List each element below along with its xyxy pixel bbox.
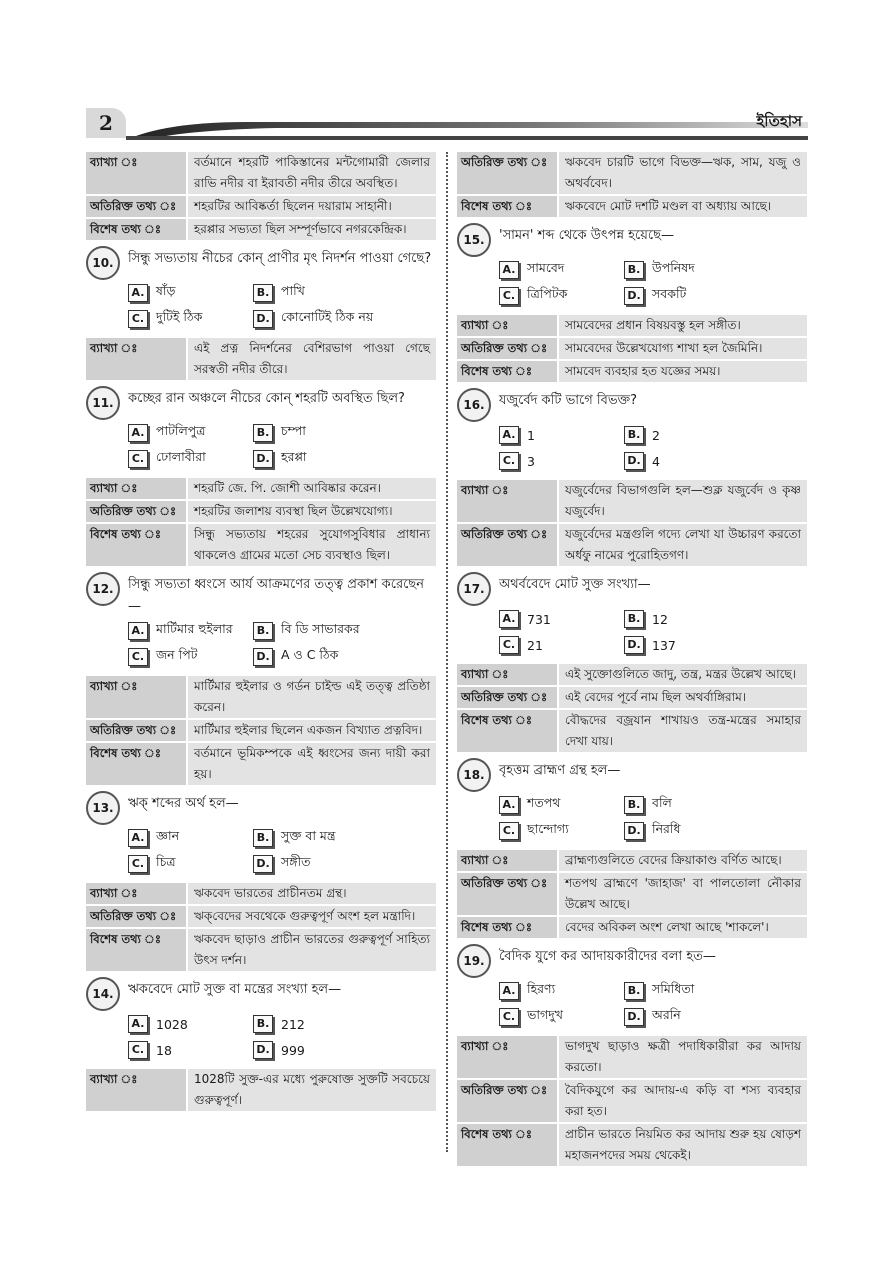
option-text: 1028 bbox=[156, 1016, 188, 1032]
option bbox=[624, 794, 749, 816]
info-text: যজুর্বেদের মন্ত্রগুলি গদ্যে লেখা যা উচ্চারণ করতো অর্ধফু নামের পুরোহিতগণ। bbox=[559, 524, 807, 566]
info-row bbox=[457, 687, 807, 708]
options bbox=[499, 608, 807, 656]
option-text: 18 bbox=[156, 1042, 172, 1058]
option-letter: A. bbox=[128, 284, 148, 302]
question bbox=[457, 572, 807, 606]
info-text: সামবেদের প্রধান বিষয়বস্তু হল সঙ্গীত। bbox=[559, 315, 807, 336]
info-row bbox=[457, 850, 807, 871]
option-text: জ্ঞান bbox=[156, 828, 180, 843]
info-row bbox=[457, 917, 807, 938]
question-text: বৃহত্তম ব্রাহ্মণ গ্রন্থ হল— bbox=[499, 763, 621, 778]
option-letter: C. bbox=[128, 1041, 148, 1059]
header-swoosh bbox=[126, 122, 808, 140]
option-text: 137 bbox=[652, 637, 676, 653]
question-text: ঋকবেদে মোট সুক্ত বা মন্ত্রের সংখ্যা হল— bbox=[128, 982, 342, 997]
info-label: ব্যাখ্যা ঃ bbox=[86, 1069, 186, 1111]
info-label: বিশেষ তথ্য ঃ bbox=[86, 524, 186, 566]
info-label: ব্যাখ্যা ঃ bbox=[457, 850, 557, 871]
option-text: শতপথ bbox=[527, 795, 561, 810]
option-text: 12 bbox=[652, 611, 668, 627]
option bbox=[499, 820, 624, 842]
info-text: প্রাচীন ভারতে নিয়মিত কর আদায় শুরু হয় ষোড়শ মহাজনপদের সময় থেকেই। bbox=[559, 1124, 807, 1166]
question-number: 13. bbox=[86, 791, 120, 825]
option-text: A ও C ঠিক bbox=[281, 647, 339, 662]
option-text: 2 bbox=[652, 427, 660, 443]
option bbox=[128, 448, 253, 470]
option-letter: A. bbox=[499, 610, 519, 628]
option-letter: B. bbox=[253, 424, 273, 442]
option bbox=[253, 308, 378, 330]
option bbox=[499, 259, 624, 281]
option bbox=[128, 422, 253, 444]
info-label: বিশেষ তথ্য ঃ bbox=[457, 196, 557, 217]
option bbox=[253, 827, 378, 849]
info-label: বিশেষ তথ্য ঃ bbox=[457, 917, 557, 938]
option-text: সবকটি bbox=[652, 286, 687, 301]
info-label: অতিরিক্ত তথ্য ঃ bbox=[457, 1080, 557, 1122]
info-label: অতিরিক্ত তথ্য ঃ bbox=[86, 501, 186, 522]
info-text: বৈদিকযুগে কর আদায়-এ কড়ি বা শস্য ব্যবহার করা হত। bbox=[559, 1080, 807, 1122]
option bbox=[253, 620, 378, 642]
option-letter: B. bbox=[624, 796, 644, 814]
info-label: অতিরিক্ত তথ্য ঃ bbox=[86, 720, 186, 741]
info-text: সামবেদের উল্লেখযোগ্য শাখা হল জৈমিনি। bbox=[559, 338, 807, 359]
option-text: অরনি bbox=[652, 1007, 681, 1022]
question bbox=[86, 791, 436, 825]
info-row bbox=[86, 152, 436, 194]
info-row bbox=[86, 906, 436, 927]
option bbox=[253, 422, 378, 444]
option bbox=[128, 646, 253, 668]
info-label: বিশেষ তথ্য ঃ bbox=[86, 929, 186, 971]
option bbox=[253, 1013, 378, 1035]
question bbox=[457, 388, 807, 422]
options bbox=[128, 1013, 436, 1061]
info-label: বিশেষ তথ্য ঃ bbox=[457, 710, 557, 752]
option bbox=[499, 285, 624, 307]
info-row bbox=[86, 478, 436, 499]
option bbox=[128, 282, 253, 304]
option-letter: A. bbox=[128, 1015, 148, 1033]
option-text: 21 bbox=[527, 637, 543, 653]
question bbox=[457, 223, 807, 257]
info-text: ঋকবেদ চারটি ভাগে বিভক্ত—ঋক, সাম, যজু ও অথর্ববেদ। bbox=[559, 152, 807, 194]
info-label: ব্যাখ্যা ঃ bbox=[457, 1036, 557, 1078]
option-letter: B. bbox=[624, 982, 644, 1000]
info-label: ব্যাখ্যা ঃ bbox=[86, 478, 186, 499]
option-text: চিত্র bbox=[156, 854, 176, 869]
question-number: 11. bbox=[86, 386, 120, 420]
option-letter: D. bbox=[253, 855, 273, 873]
option-letter: C. bbox=[128, 310, 148, 328]
option bbox=[499, 450, 624, 472]
info-label: ব্যাখ্যা ঃ bbox=[457, 480, 557, 522]
option-text: ছান্দোগ্য bbox=[527, 821, 569, 836]
info-text: শহরটির জলাশয় ব্যবস্থা ছিল উল্লেখযোগ্য। bbox=[188, 501, 436, 522]
option bbox=[624, 450, 749, 472]
question-text: যজুর্বেদ কটি ভাগে বিভক্ত? bbox=[499, 393, 638, 408]
info-row bbox=[457, 1124, 807, 1166]
info-row bbox=[86, 720, 436, 741]
options bbox=[499, 259, 807, 307]
option-letter: C. bbox=[128, 855, 148, 873]
option bbox=[624, 424, 749, 446]
option-text: চম্পা bbox=[281, 423, 306, 438]
left-column bbox=[86, 152, 436, 1113]
options bbox=[499, 794, 807, 842]
option-text: সামবেদ bbox=[527, 260, 565, 275]
info-row bbox=[457, 1080, 807, 1122]
info-label: অতিরিক্ত তথ্য ঃ bbox=[86, 196, 186, 217]
option bbox=[253, 646, 378, 668]
option-text: ভাগদুখ bbox=[527, 1007, 563, 1022]
info-label: অতিরিক্ত তথ্য ঃ bbox=[457, 524, 557, 566]
question-text: 'সামন' শব্দ থেকে উৎপন্ন হয়েছে— bbox=[499, 228, 674, 243]
option bbox=[253, 282, 378, 304]
option bbox=[253, 853, 378, 875]
option-letter: B. bbox=[624, 261, 644, 279]
option-text: 1 bbox=[527, 427, 535, 443]
option bbox=[624, 608, 749, 630]
question bbox=[86, 977, 436, 1011]
options bbox=[128, 827, 436, 875]
info-row bbox=[457, 873, 807, 915]
info-label: ব্যাখ্যা ঃ bbox=[457, 664, 557, 685]
option-text: বি ডি সাভারকর bbox=[281, 621, 360, 636]
page-number: 2 bbox=[86, 108, 126, 138]
option-text: ঢোলাবীরা bbox=[156, 449, 206, 464]
question-number: 16. bbox=[457, 388, 491, 422]
info-text: ঋকবেদ ভারতের প্রাচীনতম গ্রন্থ। bbox=[188, 883, 436, 904]
option-text: হিরণ্য bbox=[527, 981, 556, 996]
option-letter: C. bbox=[128, 450, 148, 468]
info-label: বিশেষ তথ্য ঃ bbox=[457, 361, 557, 382]
right-column bbox=[457, 152, 807, 1168]
option-text: সঙ্গীত bbox=[281, 854, 311, 869]
option bbox=[128, 853, 253, 875]
option-letter: C. bbox=[499, 287, 519, 305]
info-row bbox=[86, 676, 436, 718]
info-text: ঋকবেদ ছাড়াও প্রাচীন ভারতের গুরুত্বপূর্ণ সাহিত্য উৎস দর্শন। bbox=[188, 929, 436, 971]
question-number: 17. bbox=[457, 572, 491, 606]
option-letter: A. bbox=[499, 982, 519, 1000]
info-label: বিশেষ তথ্য ঃ bbox=[457, 1124, 557, 1166]
info-text: ব্রাহ্মণ্যগুলিতে বেদের ক্রিয়াকাণ্ড বর্ণিত আছে। bbox=[559, 850, 807, 871]
info-text: সামবেদ ব্যবহার হত যজ্ঞের সময়। bbox=[559, 361, 807, 382]
option bbox=[499, 608, 624, 630]
option-text: কোনোটিই ঠিক নয় bbox=[281, 309, 374, 324]
options bbox=[128, 422, 436, 470]
option-letter: A. bbox=[128, 829, 148, 847]
info-label: ব্যাখ্যা ঃ bbox=[86, 152, 186, 194]
options bbox=[499, 424, 807, 472]
option-text: জন পিট bbox=[156, 647, 198, 662]
option-text: সুক্ত বা মন্ত্র bbox=[281, 828, 336, 843]
option bbox=[624, 980, 749, 1002]
column-divider bbox=[446, 152, 448, 1152]
option-text: মার্টিমার হুইলার bbox=[156, 621, 233, 636]
info-text: শহরটি জে. পি. জোশী আবিষ্কার করেন। bbox=[188, 478, 436, 499]
question-text: ঋক্ শব্দের অর্থ হল— bbox=[128, 796, 239, 811]
option-text: ত্রিপিটক bbox=[527, 286, 568, 301]
option-letter: B. bbox=[624, 610, 644, 628]
info-row bbox=[86, 501, 436, 522]
question-text: কচ্ছের রান অঞ্চলে নীচের কোন্ শহরটি অবস্থিত ছিল? bbox=[128, 391, 405, 406]
question bbox=[86, 572, 436, 618]
info-text: বৌদ্ধদের বজ্রযান শাখায়ও তন্ত্র-মন্ত্রের সমাহার দেখা যায়। bbox=[559, 710, 807, 752]
question-text: অথর্ববেদে মোট সুক্ত সংখ্যা— bbox=[499, 577, 651, 592]
option-letter: B. bbox=[253, 829, 273, 847]
option bbox=[128, 308, 253, 330]
info-row bbox=[457, 361, 807, 382]
option bbox=[624, 285, 749, 307]
info-row bbox=[86, 219, 436, 240]
info-text: ভাগদুখ ছাড়াও ক্ষত্রী পদাধিকারীরা কর আদায় করতো। bbox=[559, 1036, 807, 1078]
option-text: সমিধিতা bbox=[652, 981, 695, 996]
option-text: 3 bbox=[527, 453, 535, 469]
option bbox=[253, 448, 378, 470]
options bbox=[499, 980, 807, 1028]
option-text: উপনিষদ bbox=[652, 260, 695, 275]
option bbox=[624, 820, 749, 842]
info-text: মার্টিমার হুইলার ছিলেন একজন বিখ্যাত প্রত্নবিদ। bbox=[188, 720, 436, 741]
info-text: এই সুক্তোগুলিতে জাদু, তন্ত্র, মন্ত্রর উল্লেখ আছে। bbox=[559, 664, 807, 685]
page-header bbox=[86, 108, 808, 144]
question-number: 12. bbox=[86, 572, 120, 606]
option bbox=[253, 1039, 378, 1061]
question bbox=[457, 758, 807, 792]
option bbox=[499, 794, 624, 816]
option bbox=[128, 827, 253, 849]
info-text: এই প্রত্ন নিদর্শনের বেশিরভাগ পাওয়া গেছে সরস্বতী নদীর তীরে। bbox=[188, 338, 436, 380]
info-text: 1028টি সুক্ত-এর মধ্যে পুরুষোক্ত সুক্তটি সবচেয়ে গুরুত্বপূর্ণ। bbox=[188, 1069, 436, 1111]
option-letter: C. bbox=[499, 452, 519, 470]
info-row bbox=[86, 524, 436, 566]
info-row bbox=[457, 196, 807, 217]
option-letter: A. bbox=[128, 424, 148, 442]
option-text: নিরধি bbox=[652, 821, 681, 836]
option-letter: D. bbox=[624, 452, 644, 470]
option-letter: D. bbox=[624, 287, 644, 305]
option-letter: C. bbox=[499, 822, 519, 840]
option-text: 212 bbox=[281, 1016, 305, 1032]
question bbox=[86, 246, 436, 280]
option-letter: A. bbox=[499, 426, 519, 444]
question-number: 18. bbox=[457, 758, 491, 792]
info-row bbox=[457, 1036, 807, 1078]
option-letter: D. bbox=[253, 1041, 273, 1059]
info-text: হরপ্পার সভ্যতা ছিল সম্পূর্ণভাবে নগরকেন্দ্রিক। bbox=[188, 219, 436, 240]
question-number: 19. bbox=[457, 944, 491, 978]
info-label: বিশেষ তথ্য ঃ bbox=[86, 219, 186, 240]
option-text: পাখি bbox=[281, 283, 305, 298]
subject-title: ইতিহাস bbox=[756, 112, 802, 130]
option-letter: A. bbox=[499, 796, 519, 814]
question bbox=[86, 386, 436, 420]
option-letter: D. bbox=[624, 636, 644, 654]
info-row bbox=[86, 1069, 436, 1111]
info-row bbox=[86, 743, 436, 785]
info-row bbox=[86, 883, 436, 904]
option bbox=[499, 424, 624, 446]
option bbox=[499, 1006, 624, 1028]
option-letter: B. bbox=[253, 284, 273, 302]
option-letter: D. bbox=[253, 648, 273, 666]
question bbox=[457, 944, 807, 978]
option bbox=[624, 259, 749, 281]
option-letter: D. bbox=[253, 310, 273, 328]
option bbox=[499, 980, 624, 1002]
option bbox=[624, 1006, 749, 1028]
option-letter: D. bbox=[624, 822, 644, 840]
info-text: যজুর্বেদের বিভাগগুলি হল—শুক্ল যজুর্বেদ ও কৃষ্ণ যজুর্বেদ। bbox=[559, 480, 807, 522]
options bbox=[128, 282, 436, 330]
option bbox=[128, 1013, 253, 1035]
question-number: 10. bbox=[86, 246, 120, 280]
info-label: ব্যাখ্যা ঃ bbox=[457, 315, 557, 336]
info-label: বিশেষ তথ্য ঃ bbox=[86, 743, 186, 785]
info-row bbox=[86, 338, 436, 380]
option-letter: D. bbox=[253, 450, 273, 468]
info-row bbox=[457, 480, 807, 522]
info-text: সিন্ধু সভ্যতায় শহরের সুযোগসুবিধার প্রাধান্য থাকলেও গ্রামের মতো সেচ ব্যবস্থাও ছিল। bbox=[188, 524, 436, 566]
info-label: অতিরিক্ত তথ্য ঃ bbox=[457, 338, 557, 359]
info-label: ব্যাখ্যা ঃ bbox=[86, 676, 186, 718]
option-letter: A. bbox=[499, 261, 519, 279]
info-row bbox=[457, 315, 807, 336]
info-label: ব্যাখ্যা ঃ bbox=[86, 338, 186, 380]
info-label: অতিরিক্ত তথ্য ঃ bbox=[457, 873, 557, 915]
question-text: বৈদিক যুগে কর আদায়কারীদের বলা হত— bbox=[499, 949, 716, 964]
options bbox=[128, 620, 436, 668]
option-letter: A. bbox=[128, 622, 148, 640]
info-row bbox=[86, 196, 436, 217]
info-text: বেদের অবিকল অংশ লেখা আছে 'শাকলে'। bbox=[559, 917, 807, 938]
option-letter: C. bbox=[499, 636, 519, 654]
info-label: ব্যাখ্যা ঃ bbox=[86, 883, 186, 904]
info-label: অতিরিক্ত তথ্য ঃ bbox=[457, 152, 557, 194]
option-letter: C. bbox=[128, 648, 148, 666]
info-text: বর্তমানে ভূমিকম্পকে এই ধ্বংসের জন্য দায়ী করা হয়। bbox=[188, 743, 436, 785]
info-text: শতপথ ব্রাহ্মণে 'জাহাজ' বা পালতোলা নৌকার উল্লেখ আছে। bbox=[559, 873, 807, 915]
info-row bbox=[86, 929, 436, 971]
option-text: হরপ্পা bbox=[281, 449, 307, 464]
option bbox=[128, 1039, 253, 1061]
info-text: শহরটির আবিষ্কর্তা ছিলেন দয়ারাম সাহানী। bbox=[188, 196, 436, 217]
info-row bbox=[457, 524, 807, 566]
info-text: এই বেদের পূর্বে নাম ছিল অথর্বাঙ্গিরাম। bbox=[559, 687, 807, 708]
info-text: ঋক্‌বেদের সবথেকে গুরুত্বপূর্ণ অংশ হল মন্ত্রাদি। bbox=[188, 906, 436, 927]
option-letter: C. bbox=[499, 1008, 519, 1026]
option-letter: B. bbox=[253, 622, 273, 640]
info-label: অতিরিক্ত তথ্য ঃ bbox=[457, 687, 557, 708]
option bbox=[499, 634, 624, 656]
option-text: 999 bbox=[281, 1042, 305, 1058]
question-number: 15. bbox=[457, 223, 491, 257]
option-letter: D. bbox=[624, 1008, 644, 1026]
info-row bbox=[457, 710, 807, 752]
question-text: সিন্ধু সভ্যতা ধ্বংসে আর্য আক্রমণের তত্ত্ব প্রকাশ করেছেন— bbox=[128, 577, 424, 614]
option-letter: B. bbox=[624, 426, 644, 444]
info-text: মার্টিমার হুইলার ও গর্ডন চাইল্ড এই তত্ত্ব প্রতিষ্ঠা করেন। bbox=[188, 676, 436, 718]
info-row bbox=[457, 152, 807, 194]
option-text: 731 bbox=[527, 611, 551, 627]
option-letter: B. bbox=[253, 1015, 273, 1033]
info-row bbox=[457, 664, 807, 685]
option-text: 4 bbox=[652, 453, 660, 469]
option-text: পাটলিপুত্র bbox=[156, 423, 206, 438]
info-text: ঋকবেদে মোট দশটি মণ্ডল বা অধ্যায় আছে। bbox=[559, 196, 807, 217]
option bbox=[624, 634, 749, 656]
question-text: সিন্ধু সভ্যতায় নীচের কোন্ প্রাণীর মৃৎ নিদর্শন পাওয়া গেছে? bbox=[128, 251, 432, 266]
info-label: অতিরিক্ত তথ্য ঃ bbox=[86, 906, 186, 927]
option bbox=[128, 620, 253, 642]
option-text: বলি bbox=[652, 795, 672, 810]
info-text: বর্তমানে শহরটি পাকিস্তানের মন্টগোমারী জেলার রাভি নদীর বা ইরাবতী নদীর তীরে অবস্থিত। bbox=[188, 152, 436, 194]
question-number: 14. bbox=[86, 977, 120, 1011]
info-row bbox=[457, 338, 807, 359]
option-text: ষাঁড় bbox=[156, 283, 176, 298]
option-text: দুটিই ঠিক bbox=[156, 309, 203, 324]
